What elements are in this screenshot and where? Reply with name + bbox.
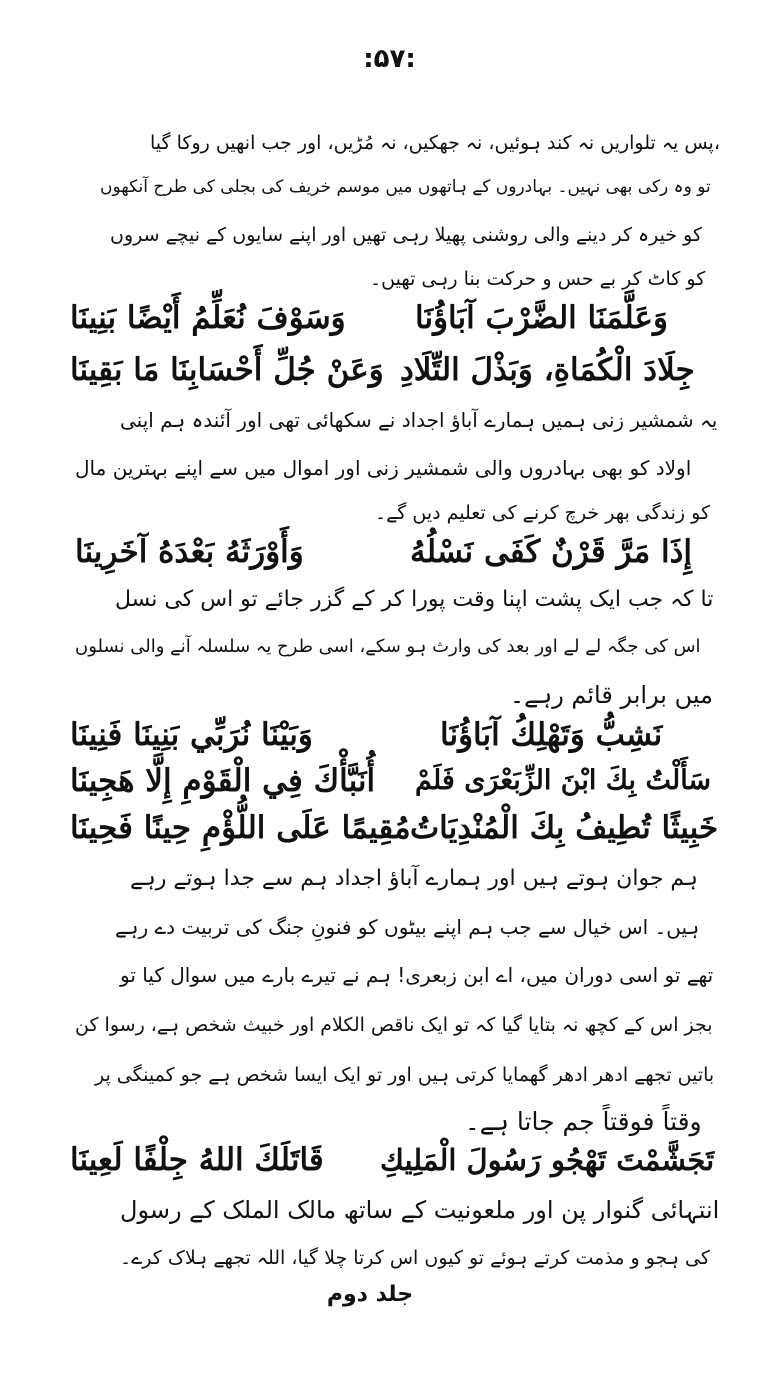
- verse-hemistich-right: تَجَشَّمْتَ تَهْجُو رَسُولَ الْمَلِيكِ: [380, 1143, 715, 1177]
- prose-line: پس یہ تلواریں نہ کند ہوئیں، نہ جھکیں، نہ مُڑیں، اور جب انھیں روکا گیا،: [150, 132, 720, 154]
- page-number: :۵۷:: [363, 44, 416, 74]
- prose-line: اس کی جگہ لے لے اور بعد کی وارث ہو سکے، اسی طرح یہ سلسلہ آنے والی نسلوں: [75, 636, 701, 657]
- verse-hemistich-right: إِذَا مَرَّ قَرْنٌ كَفَى نَسْلُهُ: [410, 534, 693, 570]
- verse-hemistich-left: قَاتَلَكَ اللهُ جِلْفًا لَعِينَا: [70, 1142, 324, 1178]
- prose-line: تھے تو اسی دوران میں، اے ابن زبعری! ہم نے تیرے بارے میں سوال کیا تو: [120, 963, 714, 987]
- prose-line: انتہائی گنوار پن اور ملعونیت کے ساتھ مالک الملک کے رسول: [120, 1196, 720, 1224]
- verse-hemistich-left: وَعَنْ جُلِّ أَحْسَابِنَا مَا بَقِينَا: [70, 352, 384, 388]
- verse-hemistich-left: أُنَبَّأْكَ فِي الْقَوْمِ إِلَّا هَجِينَا: [70, 763, 376, 799]
- prose-line: یہ شمشیر زنی ہمیں ہمارے آباؤ اجداد نے سکھائی تھی اور آئندہ ہم اپنی: [120, 408, 718, 432]
- prose-line: تا کہ جب ایک پشت اپنا وقت پورا کر کے گزر جائے تو اس کی نسل: [115, 587, 714, 612]
- prose-line: کو خیرہ کر دینے والی روشنی پھیلا رہی تھیں اور اپنے سایوں کے نیچے سروں: [110, 224, 703, 246]
- volume-footer: جلد دوم: [326, 1282, 414, 1307]
- prose-line: باتیں تجھے ادھر ادھر گھمایا کرتی ہیں اور تو ایک ایسا شخص ہے جو کمینگی پر: [95, 1064, 715, 1086]
- prose-line: کو کاٹ کر بے حس و حرکت بنا رہی تھیں۔: [370, 268, 706, 290]
- prose-line: اولاد کو بھی بہادروں والی شمشیر زنی اور اموال میں سے اپنے بہترین مال: [75, 456, 692, 480]
- verse-hemistich-left: وَبَيْنَا نُرَبِّي بَنِينَا فَنِينَا: [70, 717, 313, 753]
- verse-hemistich-right: نَشِبُّ وَتَهْلِكُ آبَاؤُنَا: [440, 717, 663, 753]
- prose-line: وقتاً فوقتاً جم جاتا ہے۔: [465, 1107, 702, 1136]
- verse-hemistich-left: وَأَوْرَثَهُ بَعْدَهُ آخَرِينَا: [75, 534, 304, 570]
- verse-hemistich-left: وَسَوْفَ نُعَلِّمُ أَيْضًا بَنِينَا: [70, 300, 346, 336]
- prose-line: ہیں۔ اس خیال سے جب ہم اپنے بیٹوں کو فنونِ جنگ کی تربیت دے رہے: [115, 915, 700, 939]
- prose-line: کو زندگی بھر خرچ کرنے کی تعلیم دیں گے۔: [375, 502, 710, 524]
- verse-hemistich-right: جِلَادَ الْكُمَاةِ، وَبَذْلَ التِّلَادِ: [400, 352, 695, 388]
- verse-hemistich-right: وَعَلَّمَنَا الضَّرْبَ آبَاؤُنَا: [415, 300, 668, 336]
- prose-line: ہم جوان ہوتے ہیں اور ہمارے آباؤ اجداد ہم سے جدا ہوتے رہے: [130, 866, 698, 891]
- prose-line: کی ہجو و مذمت کرتے ہوئے تو کیوں اس کرتا چلا گیا، اللہ تجھے ہلاک کرے۔: [120, 1247, 710, 1269]
- prose-line: میں برابر قائم رہے۔: [510, 681, 713, 709]
- prose-line: تو وہ رکی بھی نہیں۔ بہادروں کے ہاتھوں میں موسم خریف کی بجلی کی طرح آنکھوں: [100, 177, 711, 197]
- verse-hemistich-right: خَبِيثًا تُطِيفُ بِكَ الْمُنْدِيَاتُ: [410, 810, 719, 846]
- verse-hemistich-left: مُقِيمًا عَلَى اللُّؤْمِ حِينًا فَحِينَا: [70, 810, 411, 846]
- verse-hemistich-right: سَأَلْتُ بِكَ ابْنَ الزِّبَعْرَى فَلَمْ: [415, 765, 712, 796]
- prose-line: بجز اس کے کچھ نہ بتایا گیا کہ تو ایک ناقص الکلام اور خبیث شخص ہے، رسوا کن: [75, 1014, 713, 1036]
